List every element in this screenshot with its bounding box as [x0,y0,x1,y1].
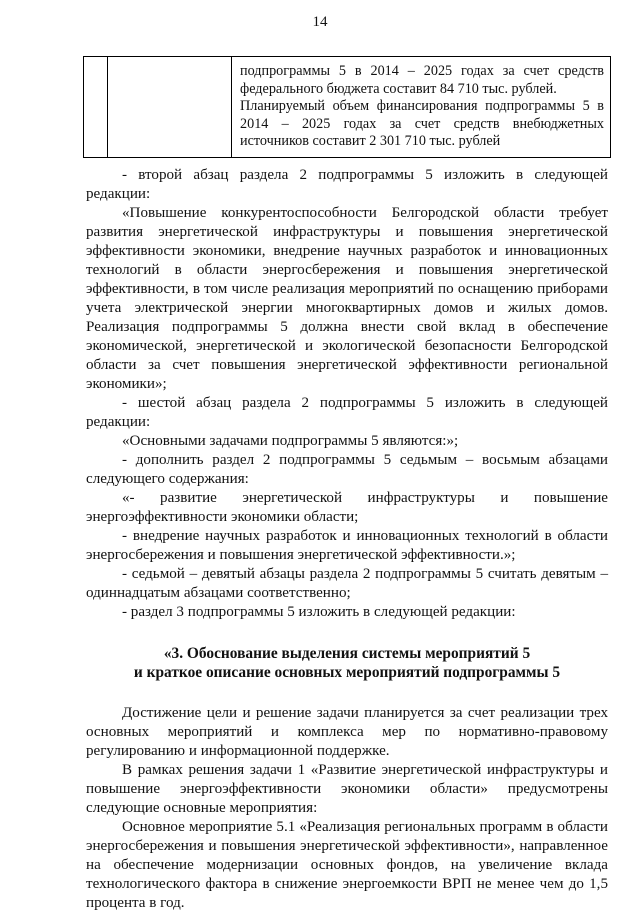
table-cell-empty [108,57,232,158]
paragraph: «- развитие энергетической инфраструктуры и повышение энергоэффективности экономики области; [86,490,608,525]
paragraph: - шестой абзац раздела 2 подпрограммы 5 изложить в следующей редакции: [86,395,608,430]
paragraph: - раздел 3 подпрограммы 5 изложить в следующей редакции: [122,604,516,620]
table-text: Планируемый объем финансирования подпрограммы 5 в 2014 – 2025 годах за счет средств внебюджетных источников составит 2 301 710 тыс. рублей [240,98,604,149]
paragraph: В рамках решения задачи 1 «Развитие энергетической инфраструктуры и повышение энергоэффективности экономики области» предусмотрены следующие основные мероприятия: [86,762,608,816]
table-text: подпрограммы 5 в 2014 – 2025 годах за счет средств федерального бюджета составит 84 710 тыс. рублей. [240,63,604,97]
paragraph: - дополнить раздел 2 подпрограммы 5 седьмым – восьмым абзацами следующего содержания: [86,452,608,487]
financing-table [83,56,611,158]
paragraph: - внедрение научных разработок и инновационных технологий в области энергосбережения и повышения энергетической эффективности.»; [86,528,608,563]
paragraph: Достижение цели и решение задачи планируется за счет реализации трех основных мероприятий и комплекса мер по нормативно-правовому регулированию и информационной поддержке. [86,705,608,759]
paragraph: - седьмой – девятый абзацы раздела 2 подпрограммы 5 считать девятым – одиннадцатым абзацами соответственно; [86,566,608,601]
paragraph: «Повышение конкурентоспособности Белгородской области требует развития энергетической инфраструктуры и повышения энергетической эффективности экономики, внедрение научных разработок и инновационных технологий в области энергосбережения и повышения энергетической эффективности, в том числе реализация мероприятий по оснащению приборами учета электрической энергии многоквартирных домов и жилых домов. Реализация подпрограммы 5 должна внести свой вклад в обеспечение экономической, энергетической и экологической безопасности Белгородской области за счет повышения энергетической эффективности региональной экономики»; [86,205,608,392]
paragraph: «Основными задачами подпрограммы 5 являются:»; [122,433,459,449]
paragraph: Основное мероприятие 5.1 «Реализация региональных программ в области энергосбережения и повышения энергетической эффективности», направленное на обеспечение модернизации основных фондов, на увеличение вклада технологического фактора в снижение энергоемкости ВРП не менее чем до 1,5 процента в год. [86,819,608,911]
table-cell-empty [84,57,108,158]
paragraph: - второй абзац раздела 2 подпрограммы 5 изложить в следующей редакции: [86,167,608,202]
document-body [86,166,608,913]
table-cell-text [232,57,611,158]
table-row [84,57,611,158]
section-heading: и краткое описание основных мероприятий подпрограммы 5 [133,664,561,681]
section-heading: «3. Обоснование выделения системы мероприятий 5 [163,645,531,662]
page-number: 14 [312,14,328,30]
